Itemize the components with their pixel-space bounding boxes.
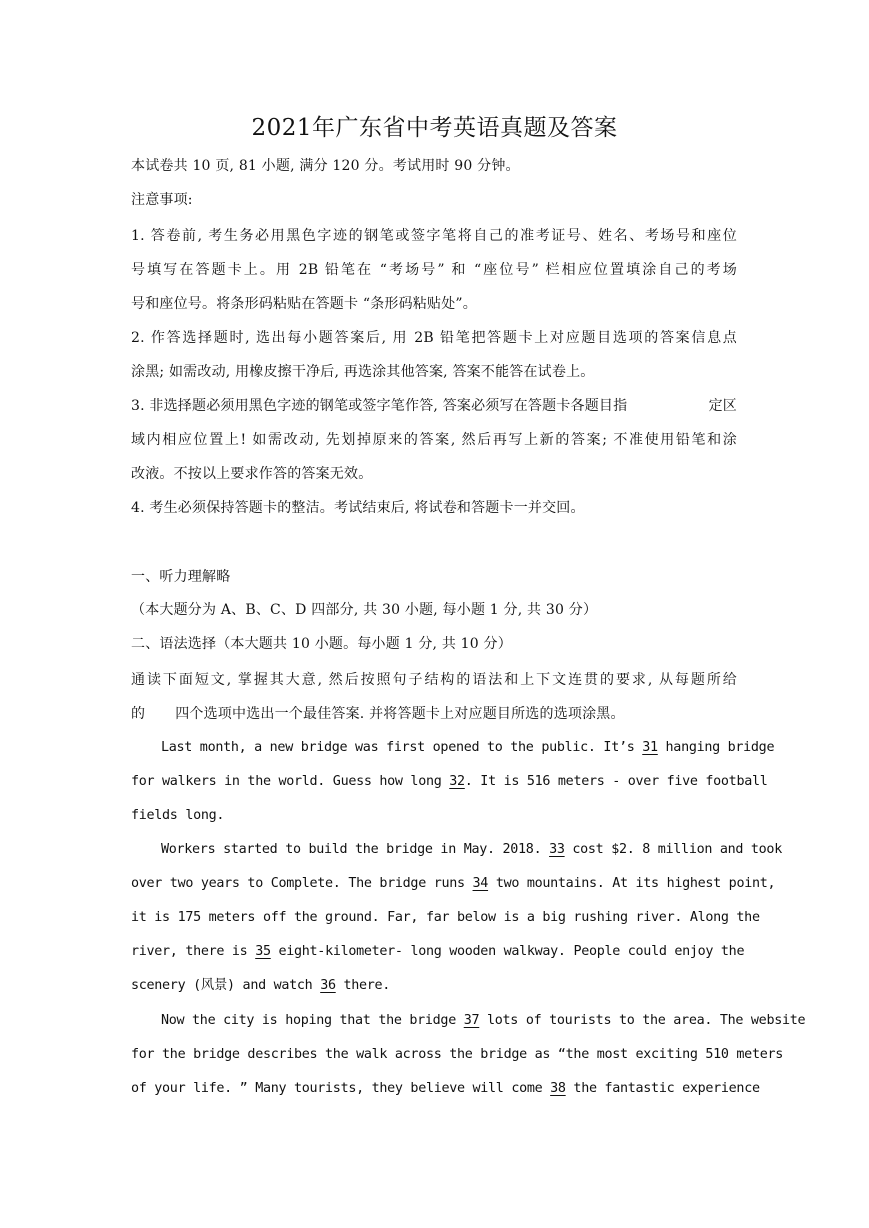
blank-34: 34 (472, 876, 489, 891)
passage-text: the fantastic experience (565, 1081, 760, 1096)
passage-text: there. (335, 978, 391, 993)
passage-p3-line-1 (161, 1011, 806, 1031)
passage-text: . It is 516 meters - over five football (464, 774, 768, 789)
section-2-instructions-line-2 (131, 704, 737, 724)
notice-3-line-1-tail: 定区 (708, 398, 737, 414)
section-1-heading: 一、听力理解略 (131, 569, 231, 585)
passage-p2-line-5 (131, 976, 737, 996)
notice-heading: 注意事项: (131, 192, 193, 208)
blank-33: 33 (549, 842, 565, 857)
notice-3-line-1-main: 3. 非选择题必须用黑色字迹的钢笔或签字笔作答, 答案必须写在答题卡各题目指 (131, 398, 628, 414)
exam-intro: 本试卷共 10 页, 81 小题, 满分 120 分。考试用时 90 分钟。 (131, 158, 520, 174)
passage-p1-line-1 (161, 738, 775, 758)
notice-4: 4. 考生必须保持答题卡的整洁。考试结束后, 将试卷和答题卡一并交回。 (131, 500, 585, 516)
blank-36: 36 (320, 978, 336, 993)
passage-p1-line-2 (131, 772, 768, 792)
passage-text: cost $2. 8 million and took (564, 842, 782, 857)
passage-text: eight-kilometer- long wooden walkway. People could enjoy the (270, 944, 745, 959)
passage-text: two mountains. At its highest point, (488, 876, 776, 891)
passage-p2-line-1 (161, 840, 782, 860)
passage-text: river, there is (131, 944, 256, 959)
notice-3-line-2: 域内相应位置上! 如需改动, 先划掉原来的答案, 然后再写上新的答案; 不准使用铅笔和涂 (131, 432, 737, 448)
passage-text: Workers started to build the bridge in May. 2018. (161, 842, 550, 857)
passage-p1-line-3: fields long. (131, 808, 225, 823)
passage-p3-line-2: for the bridge describes the walk across the bridge as “the most exciting 510 meters (131, 1047, 783, 1062)
notice-1-line-2: 号填写在答题卡上。用 2B 铅笔在 “考场号” 和 “座位号” 栏相应位置填涂自己的考场 (131, 262, 737, 278)
blank-37: 37 (463, 1013, 480, 1028)
notice-2-line-2: 涂黑; 如需改动, 用橡皮擦干净后, 再选涂其他答案, 答案不能答在试卷上。 (131, 364, 595, 380)
passage-text: lots of tourists to the area. The website (479, 1013, 806, 1028)
section-2-heading: 二、语法选择（本大题共 10 小题。每小题 1 分, 共 10 分） (131, 636, 512, 652)
blank-31: 31 (642, 740, 658, 755)
passage-text: hanging bridge (657, 740, 775, 755)
blank-38: 38 (550, 1081, 566, 1096)
notice-3-line-1 (131, 396, 737, 416)
instructions-line-2-start: 的 (131, 706, 146, 722)
passage-p2-line-3: it is 175 meters off the ground. Far, far below is a big rushing river. Along the (131, 910, 760, 925)
passage-text: over two years to Complete. The bridge runs (131, 876, 473, 891)
document-title: 2021年广东省中考英语真题及答案 (251, 115, 618, 141)
notice-3-line-3: 改液。不按以上要求作答的答案无效。 (131, 466, 373, 482)
passage-text: for walkers in the world. Guess how long (131, 774, 450, 789)
section-2-instructions-line-1: 通读下面短文, 掌握其大意, 然后按照句子结构的语法和上下文连贯的要求, 从每题所给 (131, 672, 737, 688)
passage-text: Last month, a new bridge was first opened to the public. It’s (161, 740, 643, 755)
blank-35: 35 (255, 944, 271, 959)
passage-p2-line-2 (131, 874, 776, 894)
notice-1-line-1: 1. 答卷前, 考生务必用黑色字迹的钢笔或签字笔将自己的准考证号、姓名、考场号和座位 (131, 228, 737, 244)
blank-32: 32 (449, 774, 465, 789)
section-1-note: （本大题分为 A、B、C、D 四部分, 共 30 小题, 每小题 1 分, 共 30 分） (131, 602, 598, 618)
instructions-line-2-rest: 四个选项中选出一个最佳答案. 并将答题卡上对应题目所选的选项涂黑。 (175, 706, 625, 722)
passage-text: Now the city is hoping that the bridge (161, 1013, 464, 1028)
passage-text: scenery (风景) and watch (131, 978, 321, 993)
notice-2-line-1: 2. 作答选择题时, 选出每小题答案后, 用 2B 铅笔把答题卡上对应题目选项的答案信息点 (131, 330, 737, 346)
passage-text: of your life. ” Many tourists, they believe will come (131, 1081, 551, 1096)
passage-p2-line-4 (131, 942, 745, 962)
notice-1-line-3: 号和座位号。将条形码粘贴在答题卡 “条形码粘贴处”。 (131, 296, 477, 312)
passage-p3-line-3 (131, 1079, 760, 1099)
